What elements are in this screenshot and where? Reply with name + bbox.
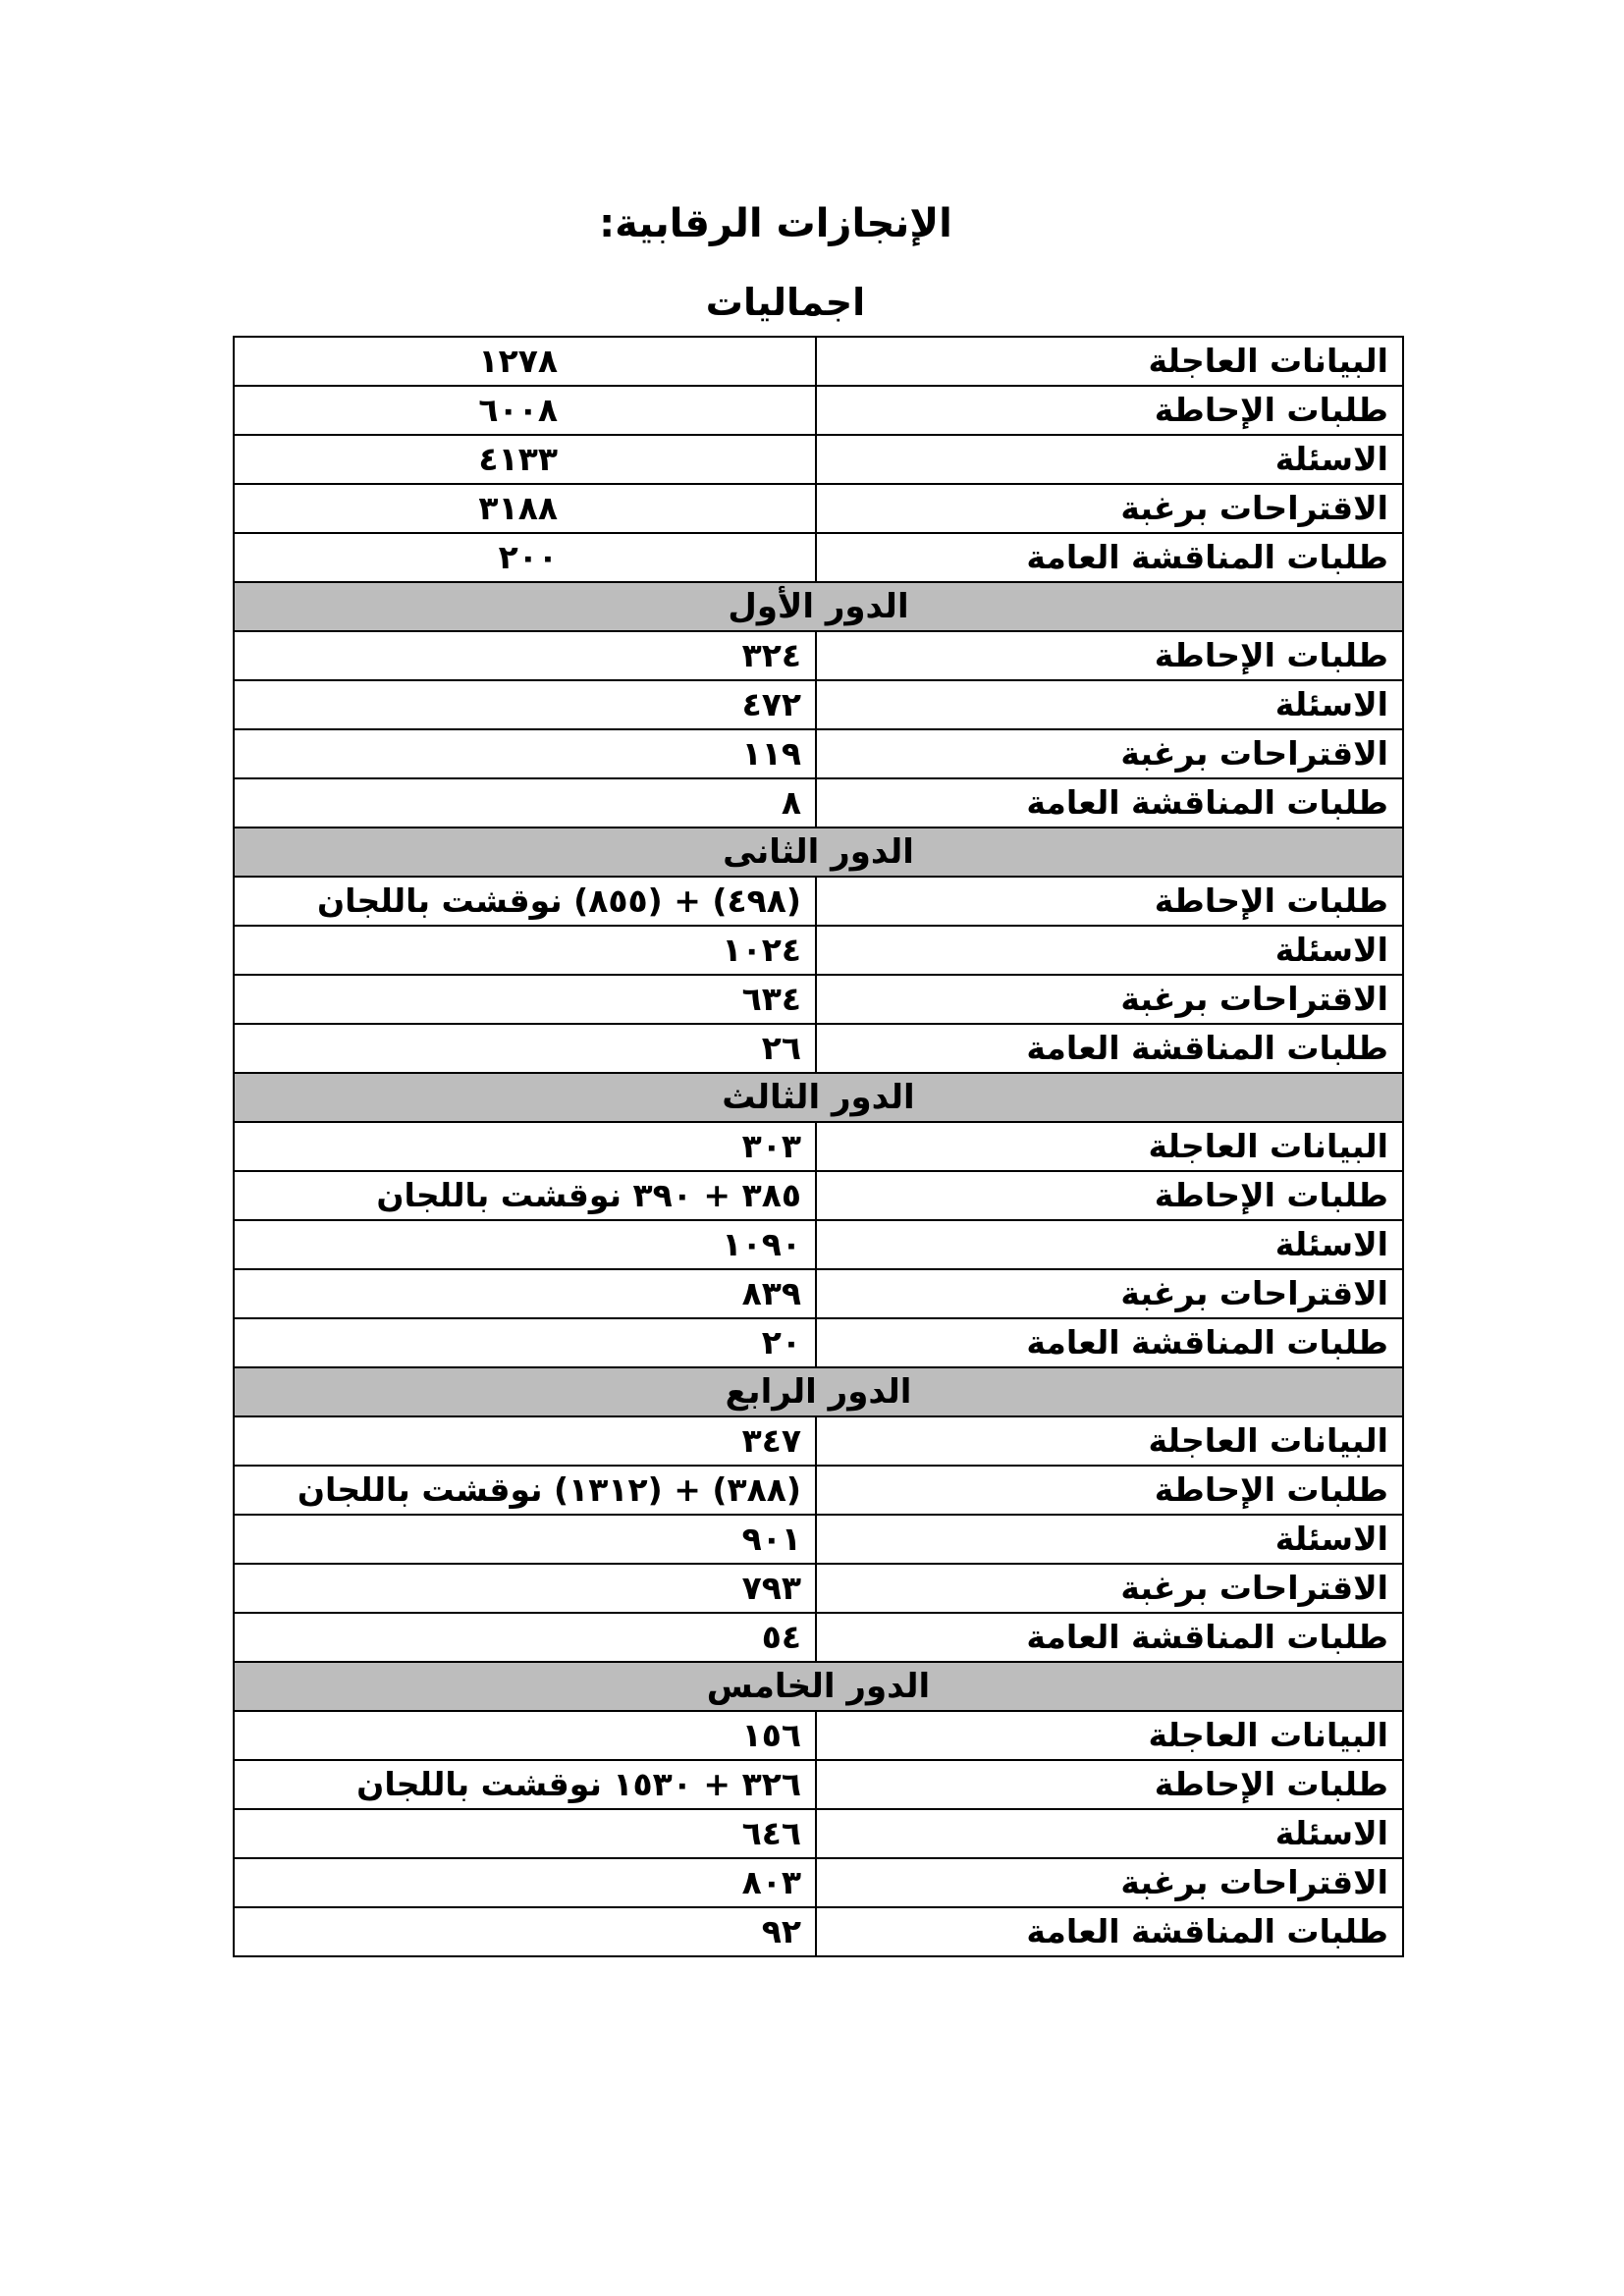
table-row — [234, 1760, 1403, 1809]
table-row — [234, 729, 1403, 778]
table-row — [234, 1466, 1403, 1515]
row-value: ١٠٩٠ — [234, 1220, 816, 1269]
row-label: طلبات الإحاطة — [816, 877, 1403, 926]
table-row — [234, 1416, 1403, 1466]
row-value: ٩٠١ — [234, 1515, 816, 1564]
row-value: ١٠٢٤ — [234, 926, 816, 975]
row-value: ٨٣٩ — [234, 1269, 816, 1318]
section-header-row — [234, 1073, 1403, 1122]
row-label: طلبات المناقشة العامة — [816, 1318, 1403, 1367]
row-label: طلبات المناقشة العامة — [816, 778, 1403, 828]
table-row — [234, 1122, 1403, 1171]
row-value: (٣٨٨) + (١٣١٢) نوقشت باللجان — [234, 1466, 816, 1515]
table-row — [234, 1171, 1403, 1220]
row-value: (٤٩٨) + (٨٥٥) نوقشت باللجان — [234, 877, 816, 926]
row-value: ٣١٨٨ — [234, 484, 816, 533]
row-label: الاسئلة — [816, 926, 1403, 975]
table-row — [234, 778, 1403, 828]
section-heading: الدور الثالث — [234, 1073, 1403, 1122]
row-label: الاسئلة — [816, 1515, 1403, 1564]
row-label: طلبات الإحاطة — [816, 1466, 1403, 1515]
row-value: ٦٤٦ — [234, 1809, 816, 1858]
page-title: الإنجازات الرقابية: — [599, 201, 952, 246]
section-heading: الدور الأول — [234, 582, 1403, 631]
row-label: الاقتراحات برغبة — [816, 1858, 1403, 1907]
row-label: طلبات الإحاطة — [816, 631, 1403, 680]
table-row — [234, 877, 1403, 926]
row-value: ٤١٣٣ — [234, 435, 816, 484]
section-heading: الدور الخامس — [234, 1662, 1403, 1711]
table-row — [234, 386, 1403, 435]
row-label: طلبات الإحاطة — [816, 386, 1403, 435]
table-row — [234, 975, 1403, 1024]
table-row — [234, 533, 1403, 582]
row-label: الاسئلة — [816, 680, 1403, 729]
row-value: ٤٧٢ — [234, 680, 816, 729]
section-header-row — [234, 828, 1403, 877]
row-label: طلبات المناقشة العامة — [816, 1907, 1403, 1956]
table-row — [234, 1515, 1403, 1564]
row-label: طلبات المناقشة العامة — [816, 1613, 1403, 1662]
row-value: ١٥٦ — [234, 1711, 816, 1760]
row-value: ٨ — [234, 778, 816, 828]
table-row — [234, 1711, 1403, 1760]
table-row — [234, 1024, 1403, 1073]
row-label: البيانات العاجلة — [816, 337, 1403, 386]
row-label: طلبات المناقشة العامة — [816, 1024, 1403, 1073]
row-label: الاقتراحات برغبة — [816, 1269, 1403, 1318]
section-header-row — [234, 1662, 1403, 1711]
table-row — [234, 337, 1403, 386]
row-label: طلبات المناقشة العامة — [816, 533, 1403, 582]
row-value: ٣٢٦ + ١٥٣٠ نوقشت باللجان — [234, 1760, 816, 1809]
row-value: ٩٢ — [234, 1907, 816, 1956]
row-value: ٣٨٥ + ٣٩٠ نوقشت باللجان — [234, 1171, 816, 1220]
row-value: ١٢٧٨ — [234, 337, 816, 386]
row-value: ١١٩ — [234, 729, 816, 778]
table-heading: اجماليات — [705, 281, 866, 324]
row-label: الاسئلة — [816, 435, 1403, 484]
row-label: طلبات الإحاطة — [816, 1171, 1403, 1220]
section-heading: الدور الثانى — [234, 828, 1403, 877]
table-row — [234, 1318, 1403, 1367]
row-label: الاقتراحات برغبة — [816, 975, 1403, 1024]
table-row — [234, 1269, 1403, 1318]
table-row — [234, 1564, 1403, 1613]
table-row — [234, 926, 1403, 975]
table-row — [234, 1809, 1403, 1858]
section-header-row — [234, 1367, 1403, 1416]
row-label: البيانات العاجلة — [816, 1711, 1403, 1760]
row-value: ٦٣٤ — [234, 975, 816, 1024]
table-row — [234, 1858, 1403, 1907]
row-label: الاسئلة — [816, 1220, 1403, 1269]
section-header-row — [234, 582, 1403, 631]
row-label: طلبات الإحاطة — [816, 1760, 1403, 1809]
row-label: البيانات العاجلة — [816, 1122, 1403, 1171]
row-value: ٢٠٠ — [234, 533, 816, 582]
table-row — [234, 484, 1403, 533]
row-value: ٦٠٠٨ — [234, 386, 816, 435]
row-value: ٣٠٣ — [234, 1122, 816, 1171]
row-label: الاقتراحات برغبة — [816, 484, 1403, 533]
table-row — [234, 1220, 1403, 1269]
table-row — [234, 1613, 1403, 1662]
row-value: ٢٠ — [234, 1318, 816, 1367]
row-value: ٣٤٧ — [234, 1416, 816, 1466]
row-value: ٨٠٣ — [234, 1858, 816, 1907]
table-row — [234, 631, 1403, 680]
table-row — [234, 435, 1403, 484]
row-label: الاقتراحات برغبة — [816, 1564, 1403, 1613]
section-heading: الدور الرابع — [234, 1367, 1403, 1416]
row-label: الاسئلة — [816, 1809, 1403, 1858]
row-value: ٥٤ — [234, 1613, 816, 1662]
oversight-achievements-table — [233, 336, 1404, 1957]
table-body — [234, 337, 1403, 1956]
row-label: البيانات العاجلة — [816, 1416, 1403, 1466]
row-value: ٢٦ — [234, 1024, 816, 1073]
table-row — [234, 1907, 1403, 1956]
row-value: ٧٩٣ — [234, 1564, 816, 1613]
table-row — [234, 680, 1403, 729]
row-label: الاقتراحات برغبة — [816, 729, 1403, 778]
row-value: ٣٢٤ — [234, 631, 816, 680]
